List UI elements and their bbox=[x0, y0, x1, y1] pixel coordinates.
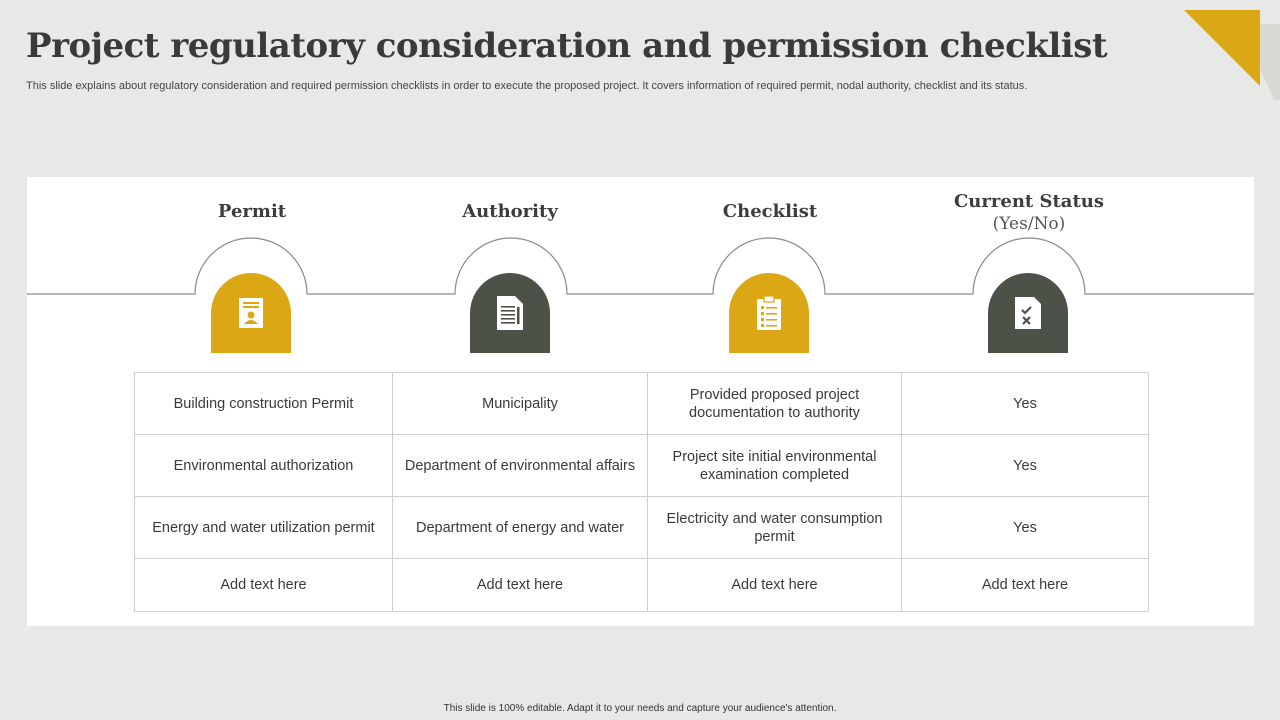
table-cell-authority: Department of energy and water bbox=[393, 497, 648, 559]
document-icon bbox=[495, 295, 525, 331]
page-subtitle: This slide explains about regulatory consideration and required permission checklists in order to execute the proposed project. It covers information of required permit, nodal authority, checklist and its status. bbox=[26, 80, 1028, 92]
table-cell-authority: Add text here bbox=[393, 559, 648, 612]
status-icon-box bbox=[988, 273, 1068, 353]
status-check-icon bbox=[1014, 296, 1042, 330]
checklist-icon-box bbox=[729, 273, 809, 353]
checklist-card bbox=[27, 177, 1254, 626]
table-cell-permit: Environmental authorization bbox=[135, 435, 393, 497]
table-cell-status: Add text here bbox=[902, 559, 1149, 612]
table-cell-permit: Add text here bbox=[135, 559, 393, 612]
table-cell-checklist: Electricity and water consumption permit bbox=[648, 497, 902, 559]
column-header-permit: Permit bbox=[217, 201, 287, 222]
authority-icon-box bbox=[470, 273, 550, 353]
table-cell-checklist: Add text here bbox=[648, 559, 902, 612]
certificate-icon bbox=[238, 297, 264, 329]
clipboard-icon bbox=[756, 295, 782, 331]
table-cell-checklist: Provided proposed project documentation to authority bbox=[648, 373, 902, 435]
corner-decoration bbox=[1170, 0, 1280, 110]
page-title: Project regulatory consideration and permission checklist bbox=[26, 26, 1108, 66]
column-header-status-sublabel: (Yes/No) bbox=[992, 214, 1066, 234]
table-cell-permit: Building construction Permit bbox=[135, 373, 393, 435]
table-cell-status: Yes bbox=[902, 435, 1149, 497]
table-cell-status: Yes bbox=[902, 497, 1149, 559]
checklist-table bbox=[134, 372, 1149, 612]
table-row bbox=[135, 559, 1149, 612]
table-cell-authority: Municipality bbox=[393, 373, 648, 435]
table-cell-permit: Energy and water utilization permit bbox=[135, 497, 393, 559]
footer-note: This slide is 100% editable. Adapt it to your needs and capture your audience's attention. bbox=[443, 703, 837, 714]
table-cell-checklist: Project site initial environmental examination completed bbox=[648, 435, 902, 497]
table-cell-authority: Department of environmental affairs bbox=[393, 435, 648, 497]
column-header-checklist: Checklist bbox=[722, 201, 818, 222]
table-row bbox=[135, 373, 1149, 435]
column-header-current-status: Current Status (Yes/No) bbox=[909, 191, 1149, 234]
permit-icon-box bbox=[211, 273, 291, 353]
column-header-authority: Authority bbox=[462, 201, 558, 222]
table-cell-status: Yes bbox=[902, 373, 1149, 435]
table-row bbox=[135, 435, 1149, 497]
table-row bbox=[135, 497, 1149, 559]
